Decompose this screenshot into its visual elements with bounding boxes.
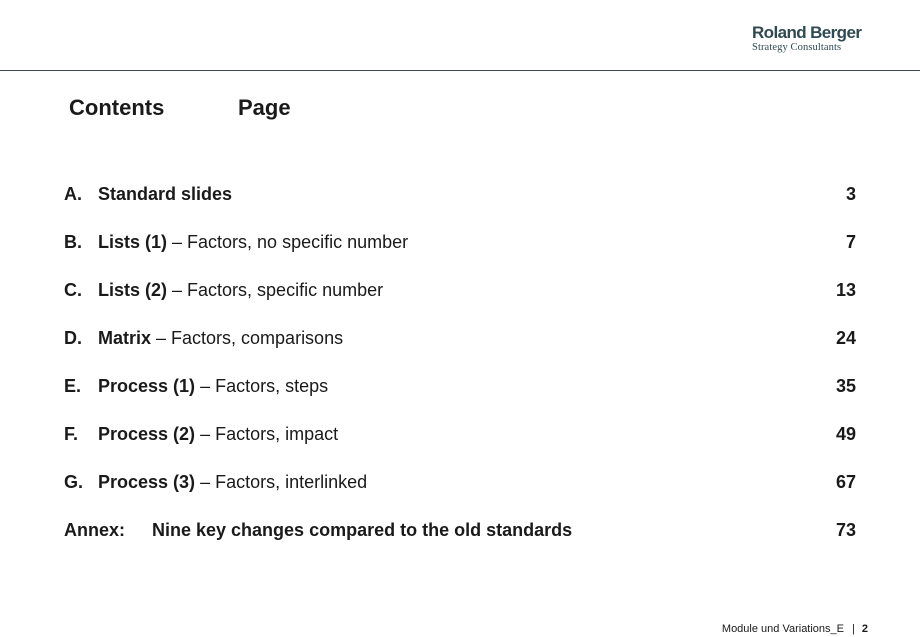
toc-item-b[interactable]: [64, 230, 856, 254]
footer-doc-name: Module und Variations_E: [721, 623, 845, 635]
footer-page-number: 2: [861, 623, 868, 635]
toc-text: [152, 518, 572, 542]
roland-berger-logo: [752, 23, 872, 53]
toc-text: [98, 182, 232, 206]
toc-text: [98, 230, 408, 254]
toc-title: Standard slides: [98, 184, 233, 204]
toc-subtitle: – Factors, comparisons: [151, 328, 344, 348]
contents-heading: Contents: [69, 95, 165, 120]
toc-item-annex[interactable]: [64, 518, 856, 542]
header-divider: [0, 70, 920, 71]
toc-subtitle: – Factors, interlinked: [195, 472, 368, 492]
toc-item-f[interactable]: [64, 422, 856, 446]
toc-item-e[interactable]: [64, 374, 856, 398]
toc-subtitle: – Factors, no specific number: [167, 232, 409, 252]
toc-item-a[interactable]: [64, 182, 856, 206]
toc-text: [98, 326, 343, 350]
footer: [722, 622, 868, 636]
toc-page-number: 3: [845, 184, 856, 204]
toc-title: Lists (2): [98, 280, 168, 300]
toc-page-number: 49: [835, 424, 856, 444]
toc-letter: C.: [64, 280, 82, 300]
toc-text: [98, 278, 383, 302]
toc-subtitle: – Factors, specific number: [167, 280, 384, 300]
toc-item-d[interactable]: [64, 326, 856, 350]
toc-letter: D.: [64, 328, 82, 348]
toc-title: Process (1): [98, 376, 196, 396]
annex-label: Annex:: [64, 520, 126, 540]
toc-page-number: 13: [835, 280, 856, 300]
toc-page-number: 24: [835, 328, 856, 348]
toc-letter: G.: [64, 472, 84, 492]
page-heading: Page: [238, 95, 291, 120]
toc-page-number: 35: [835, 376, 856, 396]
toc-letter: F.: [64, 424, 79, 444]
toc-page-number: 67: [835, 472, 856, 492]
toc-title: Lists (1): [98, 232, 168, 252]
toc-item-g[interactable]: [64, 470, 856, 494]
logo-tagline: Strategy Consultants: [752, 42, 842, 53]
toc-letter: B.: [64, 232, 82, 252]
annex-title: Nine key changes compared to the old standards: [152, 520, 573, 540]
toc-page-number: 7: [845, 232, 856, 252]
toc-item-c[interactable]: [64, 278, 856, 302]
toc-title: Process (2): [98, 424, 196, 444]
toc-text: [98, 422, 338, 446]
toc-title: Matrix: [98, 328, 152, 348]
toc-subtitle: – Factors, steps: [195, 376, 329, 396]
toc-letter: A.: [64, 184, 82, 204]
toc-text: [98, 374, 328, 398]
footer-separator: |: [852, 623, 855, 635]
toc-letter: E.: [64, 376, 82, 396]
toc-subtitle: – Factors, impact: [195, 424, 339, 444]
toc-page-number: 73: [835, 520, 856, 540]
toc-title: Process (3): [98, 472, 196, 492]
toc-text: [98, 470, 367, 494]
logo-brand: Roland Berger: [752, 23, 862, 42]
